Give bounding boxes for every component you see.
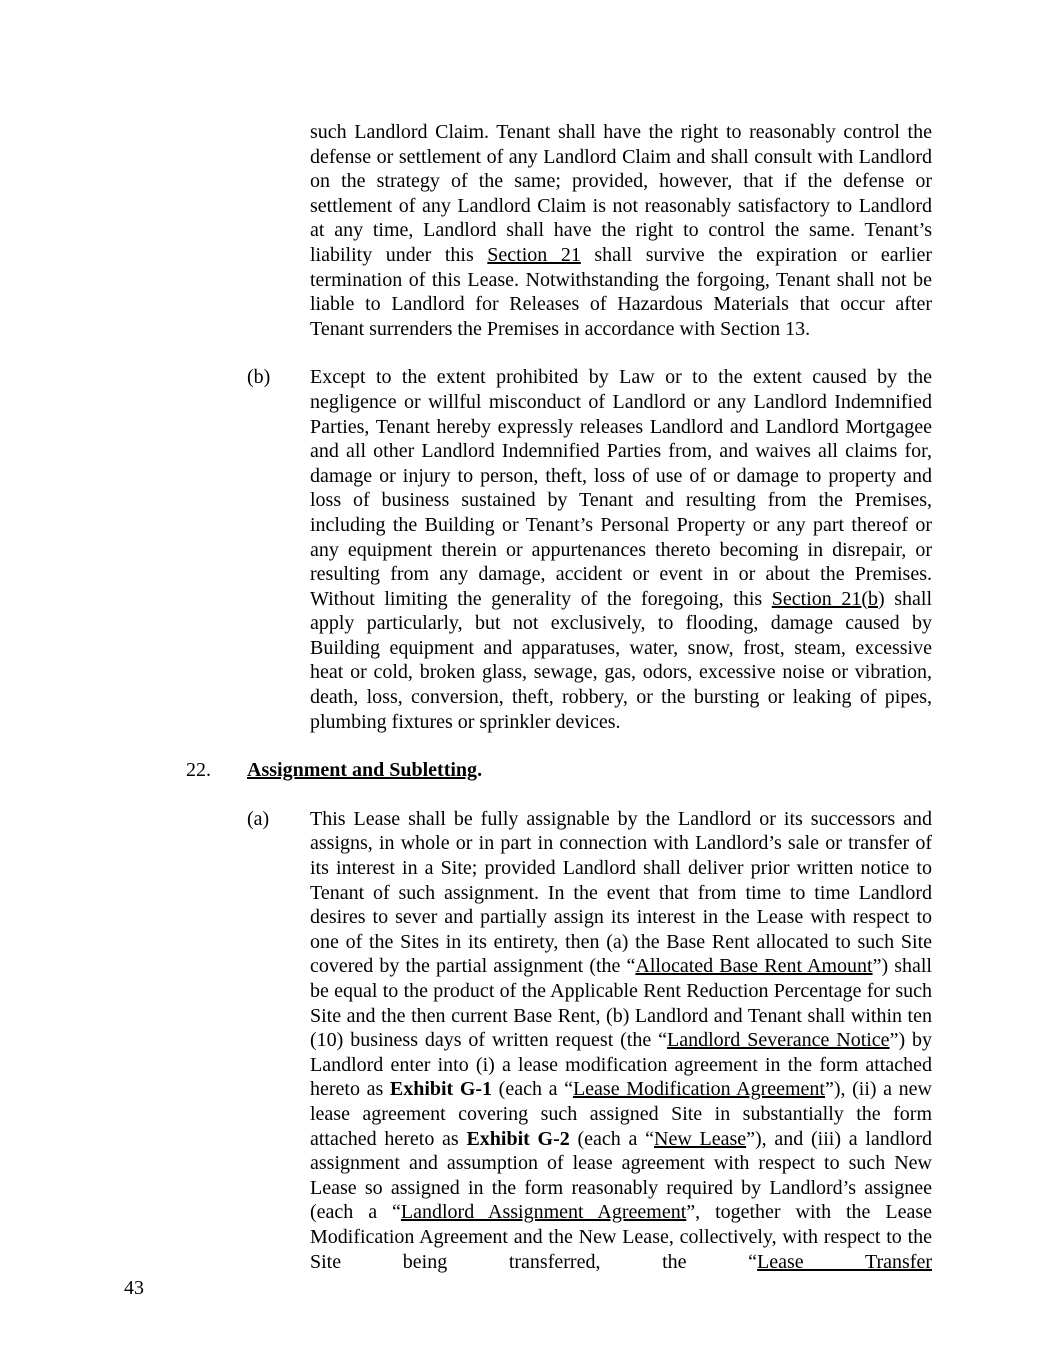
paragraph-22a-text: [310, 807, 932, 1274]
text-segment: Assignment and Subletting: [247, 759, 478, 782]
text-segment: .: [477, 759, 483, 782]
text-segment: Exhibit G-2: [466, 1127, 570, 1150]
text-segment: Landlord Assignment Agreement: [400, 1201, 687, 1224]
text-segment: ”) shall be equal to the product of the Applicable Rent Reduction Percentage for such Site and the then current Base Rent, (b) Landlord and Tenant shall within ten (10) business days of written request (the “: [310, 955, 932, 1052]
text-segment: (each a “: [569, 1127, 655, 1150]
paragraph-label-b: (b): [247, 366, 271, 389]
text-segment: such Landlord Claim. Tenant shall have the right to reasonably control the defense or settlement of any Landlord Claim and shall consult with Landlord on the strategy of the same; provided, however, that if the defense or settlement of any Landlord Claim is not reasonably satisfactory to Landlord at any time, Landlord shall have the right to control the same. Tenant’s liability under this: [310, 121, 932, 266]
text-segment: ”), and (iii) a landlord assignment and assumption of lease agreement with respect to such New Lease so assigned in the form reasonably required by Landlord’s assignee (each a “: [310, 1127, 932, 1224]
paragraph-section21-continuation: [310, 120, 932, 341]
section-22-heading: [186, 758, 932, 783]
page-content: [186, 120, 932, 1298]
page-number: 43: [124, 1277, 144, 1299]
section-title: [247, 759, 482, 781]
text-segment: Section 21(b): [771, 587, 885, 610]
text-segment: ”) by Landlord enter into (i) a lease modification agreement in the form attached hereto as: [310, 1029, 932, 1101]
text-segment: ”), (ii) a new lease agreement covering such assigned Site in substantially the form attached hereto as: [310, 1078, 932, 1150]
paragraph-21b: [247, 365, 932, 734]
text-segment: Lease Transfer: [757, 1250, 932, 1273]
paragraph-22a: [247, 807, 932, 1274]
section-number: 22.: [186, 759, 211, 782]
text-segment: New Lease: [654, 1127, 747, 1150]
text-segment: This Lease shall be fully assignable by the Landlord or its successors and assigns, in whole or in part in connection with Landlord’s sale or transfer of its interest in a Site; provided Landlord shall deliver prior written notice to Tenant of such assignment. In the event that from time to time Landlord desires to sever and partially assign its interest in the Lease with respect to one of the Sites in its entirety, then (a) the Base Rent allocated to such Site covered by the partial assignment (the “: [310, 807, 932, 978]
paragraph-21b-text: [310, 365, 932, 734]
text-segment: shall apply particularly, but not exclusively, to flooding, damage caused by Building equipment and apparatuses, water, snow, frost, steam, excessive heat or cold, broken glass, sewage, gas, odors, excessive noise or vibration, death, loss, conversion, theft, robbery, or the bursting or leaking of pipes, plumbing fixtures or sprinkler devices.: [310, 587, 932, 733]
text-segment: ”, together with the Lease Modification Agreement and the New Lease, collectively, with respect to the Site being transferred, the “: [310, 1201, 932, 1273]
text-segment: Allocated Base Rent Amount: [635, 955, 873, 978]
text-segment: (each a “: [492, 1078, 573, 1101]
text-segment: Except to the extent prohibited by Law or to the extent caused by the negligence or willful misconduct of Landlord or any Landlord Indemnified Parties, Tenant hereby expressly releases Landlord and Landlord Mortgagee and all other Landlord Indemnified Parties from, and waives all claims for, damage or injury to person, theft, loss of use of or damage to property and loss of business sustained by Tenant and resulting from the Premises, including the Building or Tenant’s Personal Property or any part thereof or any equipment therein or appurtenances thereto becoming in disrepair, or resulting from any damage, accident or event in or about the Premises. Without limiting the generality of the foregoing, this: [310, 366, 932, 610]
text-segment: Landlord Severance Notice: [667, 1029, 890, 1052]
paragraph-label-a: (a): [247, 807, 270, 830]
text-segment: shall survive the expiration or earlier termination of this Lease. Notwithstanding the forgoing, Tenant shall not be liable to Landlord for Releases of Hazardous Materials that occur after Tenant surrenders the Premises in accordance with Section 13.: [310, 243, 932, 340]
text-segment: Exhibit G-1: [389, 1078, 493, 1101]
text-segment: Section 21: [487, 243, 581, 266]
text-segment: Lease Modification Agreement: [572, 1078, 825, 1101]
